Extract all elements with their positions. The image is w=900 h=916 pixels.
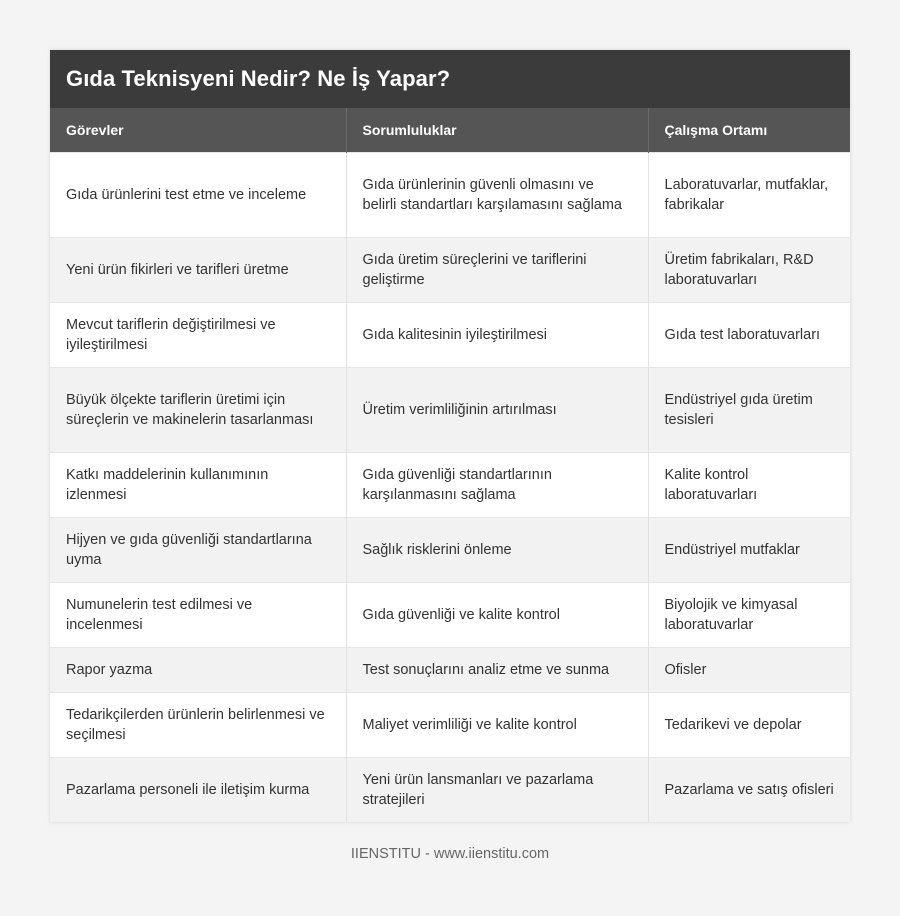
table-cell: Tedarikevi ve depolar — [648, 693, 850, 758]
table-cell: Gıda güvenliği standartlarının karşılanmasını sağlama — [346, 453, 648, 518]
table-cell: Laboratuvarlar, mutfaklar, fabrikalar — [648, 153, 850, 238]
table-cell: Maliyet verimliliği ve kalite kontrol — [346, 693, 648, 758]
table-cell: Rapor yazma — [50, 648, 346, 693]
table-cell: Pazarlama ve satış ofisleri — [648, 758, 850, 823]
table-cell: Gıda kalitesinin iyileştirilmesi — [346, 303, 648, 368]
table-row — [50, 238, 850, 303]
column-header-sorumluluklar: Sorumluluklar — [346, 108, 648, 153]
table-cell: Büyük ölçekte tariflerin üretimi için süreçlerin ve makinelerin tasarlanması — [50, 368, 346, 453]
table-cell: Gıda test laboratuvarları — [648, 303, 850, 368]
table-cell: Gıda üretim süreçlerini ve tariflerini geliştirme — [346, 238, 648, 303]
table-row — [50, 693, 850, 758]
table-row — [50, 153, 850, 238]
header-row — [50, 108, 850, 153]
column-header-gorevler: Görevler — [50, 108, 346, 153]
table-cell: Endüstriyel gıda üretim tesisleri — [648, 368, 850, 453]
data-table — [50, 108, 850, 822]
title-bar — [50, 50, 850, 108]
table-row — [50, 368, 850, 453]
table-row — [50, 518, 850, 583]
table-cell: Gıda ürünlerini test etme ve inceleme — [50, 153, 346, 238]
table-cell: Endüstriyel mutfaklar — [648, 518, 850, 583]
table-cell: Biyolojik ve kimyasal laboratuvarlar — [648, 583, 850, 648]
column-header-calisma-ortami: Çalışma Ortamı — [648, 108, 850, 153]
table-row — [50, 758, 850, 823]
page-title: Gıda Teknisyeni Nedir? Ne İş Yapar? — [66, 66, 451, 91]
table-cell: Kalite kontrol laboratuvarları — [648, 453, 850, 518]
table-cell: Hijyen ve gıda güvenliği standartlarına uyma — [50, 518, 346, 583]
table-row — [50, 583, 850, 648]
table-cell: Üretim verimliliğinin artırılması — [346, 368, 648, 453]
table-row — [50, 303, 850, 368]
table-cell: Katkı maddelerinin kullanımının izlenmesi — [50, 453, 346, 518]
table-cell: Pazarlama personeli ile iletişim kurma — [50, 758, 346, 823]
table-cell: Yeni ürün lansmanları ve pazarlama stratejileri — [346, 758, 648, 823]
table-row — [50, 453, 850, 518]
table-cell: Gıda güvenliği ve kalite kontrol — [346, 583, 648, 648]
table-cell: Sağlık risklerini önleme — [346, 518, 648, 583]
table-row — [50, 648, 850, 693]
table-cell: Tedarikçilerden ürünlerin belirlenmesi ve seçilmesi — [50, 693, 346, 758]
table-cell: Mevcut tariflerin değiştirilmesi ve iyileştirilmesi — [50, 303, 346, 368]
footer-credit: IIENSTITU - www.iienstitu.com — [350, 846, 550, 862]
table-cell: Üretim fabrikaları, R&D laboratuvarları — [648, 238, 850, 303]
table-cell: Ofisler — [648, 648, 850, 693]
table-cell: Yeni ürün fikirleri ve tarifleri üretme — [50, 238, 346, 303]
table-card — [50, 50, 850, 822]
table-cell: Numunelerin test edilmesi ve incelenmesi — [50, 583, 346, 648]
table-cell: Test sonuçlarını analiz etme ve sunma — [346, 648, 648, 693]
table-cell: Gıda ürünlerinin güvenli olmasını ve belirli standartları karşılamasını sağlama — [346, 153, 648, 238]
